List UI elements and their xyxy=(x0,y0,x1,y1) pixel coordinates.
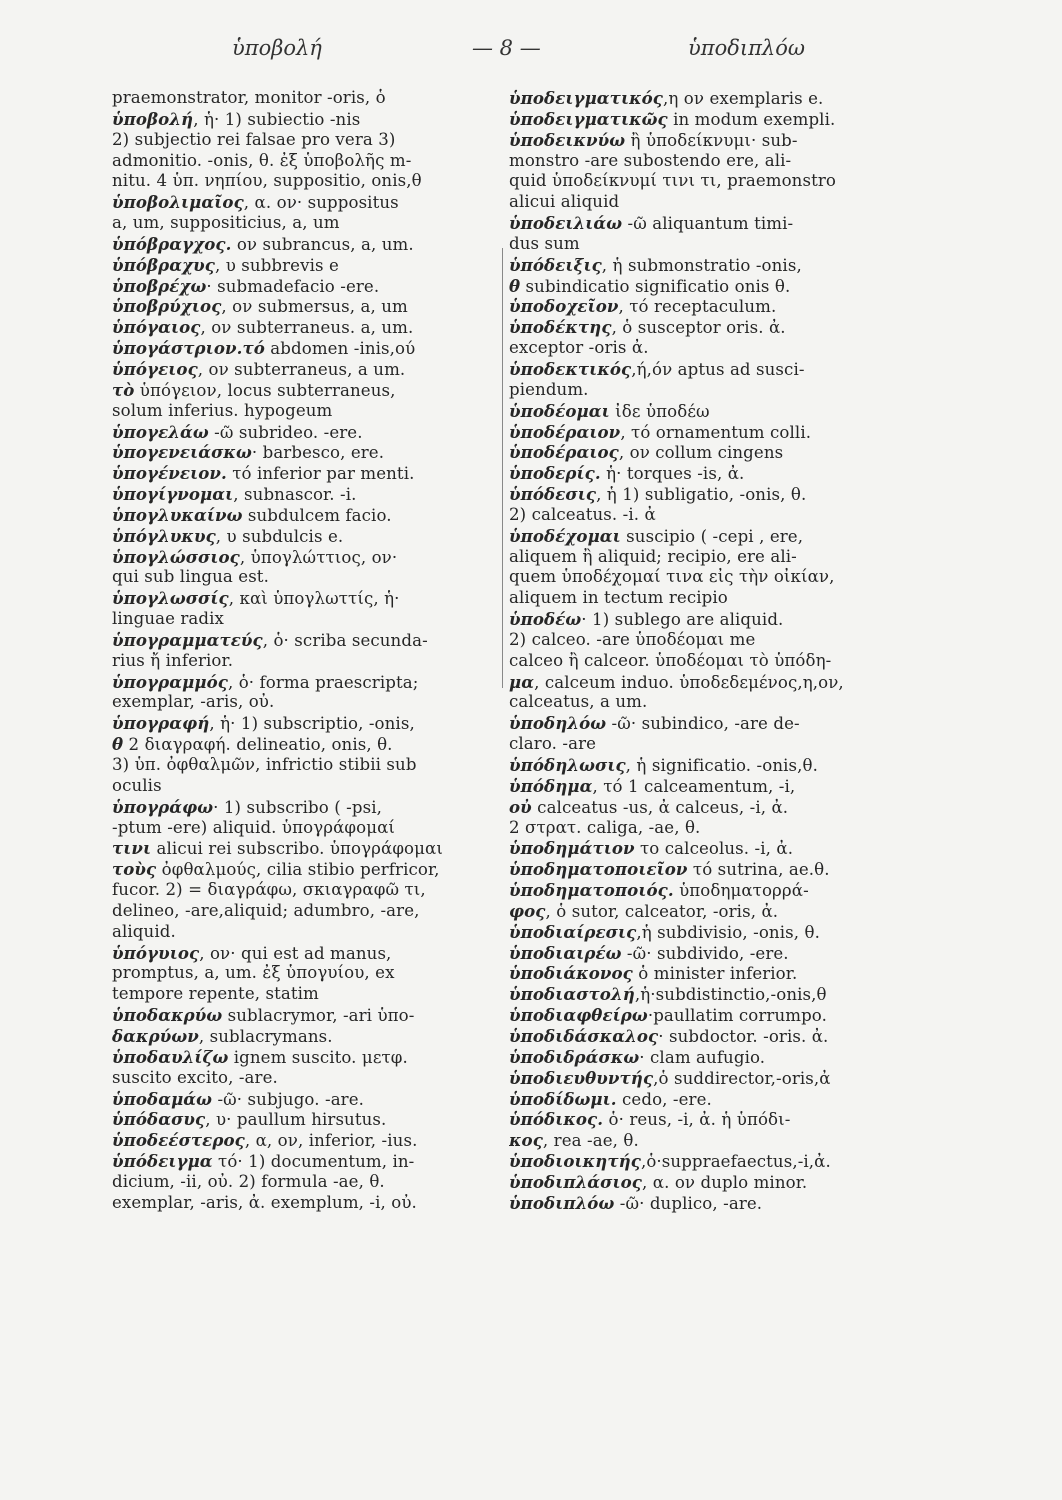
headword: ὑποβολιμαῖος xyxy=(112,192,244,213)
left-column xyxy=(112,88,496,1478)
headword: ὑποδεέστερος xyxy=(112,1130,245,1151)
headword: ὑποδηλόω xyxy=(509,713,607,734)
entry-line: ὑποδακρύω sublacrymor, -ari ὑπο- xyxy=(112,1005,415,1026)
entry-line: ὑποδιδάσκαλος· subdoctor. -oris. ἀ. xyxy=(509,1025,829,1046)
entry-line: tempore repente, statim xyxy=(112,984,319,1004)
entry-line: promptus, a, um. ἐξ ὑπογυίου, ex xyxy=(112,963,395,983)
headword: ὑπόδασυς xyxy=(112,1109,206,1130)
headword: ὑποδιαφθείρω xyxy=(509,1005,648,1026)
headword: ὑπογάστριον.τό xyxy=(112,338,265,359)
entry-line: ὑποβολή, ἡ· 1) subiectio -nis xyxy=(112,108,361,129)
headword: ὑπόδεσις xyxy=(509,484,597,505)
headword: ὑποδαμάω xyxy=(112,1088,213,1109)
entry-line: τοὺς ὀφθαλμούς, cilia stibio perfricor, xyxy=(112,859,440,880)
headword: ὑποδιάκονος xyxy=(509,963,633,984)
entry-line: ὑποδηματοποιός. ὑποδηματορρά- xyxy=(509,880,809,901)
entry-line: ὑποδεέστερος, α, ον, inferior, -ius. xyxy=(112,1130,418,1151)
entry-line: oculis xyxy=(112,775,162,795)
headword: ὑποδιαίρεσις xyxy=(509,921,637,942)
entry-line: κος, rea -ae, θ. xyxy=(509,1130,639,1151)
entry-line: θ 2 διαγραφή. delineatio, onis, θ. xyxy=(112,734,393,755)
headword: ὑπόδικος. xyxy=(509,1109,604,1130)
entry-line: ὑποδαμάω -ῶ· subjugo. -are. xyxy=(112,1088,365,1109)
entry-line: ὑποδοχεῖον, τό receptaculum. xyxy=(509,296,777,317)
entry-line: -ptum -ere) aliquid. ὑπογράφομαί xyxy=(112,817,395,837)
headword: ὑποδηματοποιεῖον xyxy=(509,859,688,880)
entry-line: ὑπόβραγχος. ον subrancus, a, um. xyxy=(112,233,414,254)
entry-line: 2) subjectio rei falsae pro vera 3) xyxy=(112,129,396,149)
entry-line: quem ὑποδέχομαί τινα εἰς τὴν οἰκίαν, xyxy=(509,567,835,587)
headword: ὑποδοχεῖον xyxy=(509,296,619,317)
entry-line: ὑποδερίς. ἡ· torques -is, ἀ. xyxy=(509,463,745,484)
entry-line: 3) ὑπ. ὀφθαλμῶν, infrictio stibii sub xyxy=(112,755,417,774)
entry-line: monstro -are subostendo ere, ali- xyxy=(509,150,792,170)
entry-line: qui sub lingua est. xyxy=(112,567,269,587)
headword: ὑπογλώσσιος xyxy=(112,546,240,567)
entry-line: οὐ calceatus -us, ἀ calceus, -i, ἀ. xyxy=(509,796,789,817)
page-number: — 8 — xyxy=(472,36,541,60)
entry-line: ὑπογλώσσιος, ὑπογλώττιος, ον· xyxy=(112,546,398,567)
entry-line: ὑποδιευθυντής,ὁ suddirector,-oris,ἀ xyxy=(509,1067,831,1088)
headword: ὑποδέω xyxy=(509,609,582,630)
entry-line: μα, calceum induo. ὑποδεδεμένος,η,ον, xyxy=(509,671,844,692)
entry-line: delineo, -are,aliquid; adumbro, -are, xyxy=(112,900,420,920)
entry-line: ὑποβρέχω· submadefacio -ere. xyxy=(112,275,380,296)
entry-line: ὑπόγειος, ον subterraneus, a um. xyxy=(112,358,406,379)
right-column xyxy=(509,88,929,1478)
entry-line: calceo ἢ calceor. ὑποδέομαι τὸ ὑπόδη- xyxy=(509,650,832,670)
column-divider xyxy=(502,248,503,688)
headword: ὑπογραφή xyxy=(112,713,210,734)
entry-line: τὸ ὑπόγειον, locus subterraneus, xyxy=(112,379,396,400)
entry-line: alicui aliquid xyxy=(509,192,620,212)
entry-line: ὑποδέραιος, ον collum cingens xyxy=(509,442,784,463)
headword: ὑπογραμμός xyxy=(112,671,228,692)
entry-line: ὑποδεικνύω ἢ ὑποδείκνυμι· sub- xyxy=(509,129,798,150)
headword: ὑποδειγματικός xyxy=(509,88,663,108)
entry-line: ὑποδιαιρέω -ῶ· subdivido, -ere. xyxy=(509,942,789,963)
headword: ὑπογίγνομαι xyxy=(112,484,234,505)
headword: ὑπόγαιος xyxy=(112,317,201,338)
entry-line: ὑπόδηλωσις, ἡ significatio. -onis,θ. xyxy=(509,755,818,775)
entry-line: piendum. xyxy=(509,379,589,399)
headword: ὑπόδειγμα xyxy=(112,1151,213,1172)
headword: ὑποδιδάσκαλος xyxy=(509,1025,659,1046)
entry-line: ὑπογένειον. τό inferior par menti. xyxy=(112,463,415,484)
entry-line: ὑποδέκτης, ὁ susceptor oris. ἀ. xyxy=(509,317,786,338)
header-right-catchword: ὑποδιπλόω xyxy=(688,36,805,60)
entry-line: ὑπογραφή, ἡ· 1) subscriptio, -onis, xyxy=(112,713,415,734)
entry-line: solum inferius. hypogeum xyxy=(112,400,333,420)
entry-line: ὑπογλωσσίς, καὶ ὑπογλωττίς, ἡ· xyxy=(112,588,400,609)
entry-line: 2 στρατ. caliga, -ae, θ. xyxy=(509,817,701,837)
headword: ὑπογλωσσίς xyxy=(112,588,229,609)
entry-line: dus sum xyxy=(509,233,580,253)
entry-line: θ subindicatio significatio onis θ. xyxy=(509,275,791,296)
entry-line: ὑπογραμματεύς, ὁ· scriba secunda- xyxy=(112,629,428,650)
entry-line: ὑποδημάτιον το calceolus. -i, ἀ. xyxy=(509,838,794,859)
header-left-catchword: ὑποβολή xyxy=(232,36,322,60)
entry-line: calceatus, a um. xyxy=(509,692,648,712)
headword: ὑπογραμματεύς xyxy=(112,629,263,650)
headword: ὑποδαυλίζω xyxy=(112,1046,229,1067)
headword: ὑπογένειον. xyxy=(112,463,227,484)
entry-line: ὑποδέραιον, τό ornamentum colli. xyxy=(509,421,812,442)
headword: ὑποβρύχιος xyxy=(112,296,222,317)
headword: ὑποδεικνύω xyxy=(509,129,626,150)
entry-line: exemplar, -aris, ἀ. exemplum, -i, οὐ. xyxy=(112,1192,417,1212)
headword: ὑποβολή xyxy=(112,108,194,129)
headword: ὑπογράφω xyxy=(112,796,214,817)
headword: ὑπόβραγχος. xyxy=(112,233,232,254)
headword: θ xyxy=(509,275,521,296)
entry-line: 2) calceatus. -i. ἀ xyxy=(509,504,656,524)
entry-line: ὑπογενειάσκω· barbesco, ere. xyxy=(112,442,385,463)
headword: ὑποδιπλάσιος xyxy=(509,1171,643,1192)
entry-line: ὑποδιοικητής,ὁ·suppraefaectus,-i,ἀ. xyxy=(509,1151,831,1172)
entry-line: τινι alicui rei subscribo. ὑπογράφομαι xyxy=(112,838,443,859)
entry-line: aliquem ἢ aliquid; recipio, ere ali- xyxy=(509,546,797,566)
headword: ὑποδιευθυντής xyxy=(509,1067,654,1088)
entry-line: ὑποδιαίρεσις,ἡ subdivisio, -onis, θ. xyxy=(509,921,820,942)
headword: φος xyxy=(509,900,546,921)
entry-line: ὑπογίγνομαι, subnascor. -i. xyxy=(112,484,357,505)
entry-line: aliquem in tectum recipio xyxy=(509,588,728,608)
headword: κος xyxy=(509,1130,543,1151)
entry-line: ὑπόδικος. ὁ· reus, -i, ἀ. ἡ ὑπόδι- xyxy=(509,1109,791,1130)
headword: ὑποδηματοποιός. xyxy=(509,880,674,901)
entry-line: ὑποδειγματικός,η ον exemplaris e. xyxy=(509,88,824,108)
headword: θ xyxy=(112,734,124,755)
headword: ὑποδιαστολή xyxy=(509,984,635,1005)
entry-line: ὑποδειγματικῶς in modum exempli. xyxy=(509,108,836,129)
entry-line: ὑποδίδωμι. cedo, -ere. xyxy=(509,1088,712,1109)
headword: ὑποδερίς. xyxy=(509,463,601,484)
headword: τοὺς xyxy=(112,859,157,880)
entry-line: φος, ὁ sutor, calceator, -oris, ἀ. xyxy=(509,900,779,921)
headword: ὑπογλυκαίνω xyxy=(112,504,243,525)
entry-line: ὑποδιάκονος ὁ minister inferior. xyxy=(509,963,798,984)
entry-line: ὑπογλυκαίνω subdulcem facio. xyxy=(112,504,392,525)
running-header xyxy=(0,36,1062,72)
entry-line: rius ἤ inferior. xyxy=(112,650,234,670)
headword: ὑπόγλυκυς xyxy=(112,525,216,546)
entry-line: ὑποδηματοποιεῖον τό sutrina, ae.θ. xyxy=(509,859,830,880)
headword: ὑποδέραιον xyxy=(509,421,621,442)
entry-line: a, um, suppositicius, a, um xyxy=(112,213,340,233)
headword: ὑποδειγματικῶς xyxy=(509,108,668,129)
headword: ὑπόγυιος xyxy=(112,942,200,963)
entry-line: δακρύων, sublacrymans. xyxy=(112,1025,333,1046)
headword: ὑπόβραχυς xyxy=(112,254,215,275)
headword: τὸ xyxy=(112,379,135,400)
entry-line: ὑπόδασυς, υ· paullum hirsutus. xyxy=(112,1109,387,1130)
entry-line: claro. -are xyxy=(509,734,597,754)
headword: ὑπογελάω xyxy=(112,421,209,442)
entry-line: ὑπόγαιος, ον subterraneus. a, um. xyxy=(112,317,414,338)
entry-line: admonitio. -onis, θ. ἐξ ὑποβολῆς m- xyxy=(112,150,412,170)
entry-line: ὑποδηλόω -ῶ· subindico, -are de- xyxy=(509,713,800,734)
entry-line: ὑπόδειγμα τό· 1) documentum, in- xyxy=(112,1151,415,1172)
headword: ὑπόδηλωσις xyxy=(509,755,626,775)
entry-line: ὑποδιαστολή,ἡ·subdistinctio,-onis,θ xyxy=(509,984,827,1005)
entry-line: ὑπόδημα, τό 1 calceamentum, -i, xyxy=(509,775,796,796)
entry-line: ὑπογραμμός, ὁ· forma praescripta; xyxy=(112,671,419,692)
headword: οὐ xyxy=(509,796,532,817)
headword: ὑπόδειξις xyxy=(509,254,602,275)
entry-line: dicium, -ii, οὐ. 2) formula -ae, θ. xyxy=(112,1171,385,1191)
entry-line: ὑποδεκτικός,ή,όν aptus ad susci- xyxy=(509,358,805,379)
headword: ὑποδιαιρέω xyxy=(509,942,622,963)
headword: τινι xyxy=(112,838,152,859)
headword: ὑποδειλιάω xyxy=(509,213,623,234)
entry-line: ὑπογάστριον.τό abdomen -inis,ού xyxy=(112,338,416,359)
entry-line: ὑποδιαφθείρω·paullatim corrumpo. xyxy=(509,1005,827,1026)
entry-line: exemplar, -aris, οὐ. xyxy=(112,692,275,712)
entry-line: ὑποδειλιάω -ῶ aliquantum timi- xyxy=(509,213,794,234)
entry-line: ὑπογελάω -ῶ subrideo. -ere. xyxy=(112,421,363,442)
entry-line: ὑπογράφω· 1) subscribo ( -psi, xyxy=(112,796,383,817)
entry-line: fucor. 2) = διαγράφω, σκιαγραφῶ τι, xyxy=(112,880,426,900)
entry-line: ὑποδέχομαι suscipio ( -cepi , ere, xyxy=(509,525,804,546)
entry-line: nitu. 4 ὑπ. νηπίου, suppositio, onis,θ xyxy=(112,171,422,191)
entry-line: ὑπόγυιος, ον· qui est ad manus, xyxy=(112,942,392,963)
headword: ὑπόδημα xyxy=(509,775,593,796)
entry-line: exceptor -oris ἀ. xyxy=(509,338,649,358)
entry-line: ὑποδέομαι ἰδε ὑποδέω xyxy=(509,400,710,421)
entry-line: quid ὑποδείκνυμί τινι τι, praemonstro xyxy=(509,171,836,191)
headword: ὑποδιοικητής xyxy=(509,1151,641,1172)
entry-line: ὑποδιδράσκω· clam aufugio. xyxy=(509,1046,766,1067)
headword: ὑποδιπλόω xyxy=(509,1192,615,1213)
headword: ὑποδέομαι xyxy=(509,400,610,421)
entry-line: aliquid. xyxy=(112,921,176,941)
entry-line: 2) calceo. -are ὑποδέομαι me xyxy=(509,629,756,649)
headword: μα xyxy=(509,671,535,692)
headword: ὑποβρέχω xyxy=(112,275,207,296)
entry-line: suscito excito, -are. xyxy=(112,1067,278,1087)
entry-line: ὑπόβραχυς, υ subbrevis e xyxy=(112,254,339,275)
headword: ὑποδέκτης xyxy=(509,317,612,338)
entry-line: ὑποδέω· 1) sublego are aliquid. xyxy=(509,609,784,630)
entry-line: ὑποδιπλόω -ῶ· duplico, -are. xyxy=(509,1192,763,1213)
entry-line: ὑποβολιμαῖος, α. ον· suppositus xyxy=(112,192,399,213)
entry-line: ὑπόγλυκυς, υ subdulcis e. xyxy=(112,525,344,546)
headword: ὑποδέχομαι xyxy=(509,525,621,546)
headword: δακρύων xyxy=(112,1025,199,1046)
headword: ὑπόγειος xyxy=(112,358,198,379)
entry-line: ὑποδιπλάσιος, α. ον duplo minor. xyxy=(509,1171,808,1192)
headword: ὑποδέραιος xyxy=(509,442,619,463)
entry-line: ὑπόδειξις, ἡ submonstratio -onis, xyxy=(509,254,802,275)
headword: ὑποδακρύω xyxy=(112,1005,223,1026)
headword: ὑπογενειάσκω xyxy=(112,442,252,463)
headword: ὑποδίδωμι. xyxy=(509,1088,617,1109)
entry-line: praemonstrator, monitor -oris, ὁ xyxy=(112,88,386,107)
headword: ὑποδεκτικός xyxy=(509,358,632,379)
entry-line: ὑποδαυλίζω ignem suscito. μετφ. xyxy=(112,1046,408,1067)
headword: ὑποδημάτιον xyxy=(509,838,635,859)
entry-line: linguae radix xyxy=(112,609,225,629)
headword: ὑποδιδράσκω xyxy=(509,1046,640,1067)
entry-line: ὑπόδεσις, ἡ 1) subligatio, -onis, θ. xyxy=(509,484,807,505)
entry-line: ὑποβρύχιος, ον submersus, a, um xyxy=(112,296,408,317)
